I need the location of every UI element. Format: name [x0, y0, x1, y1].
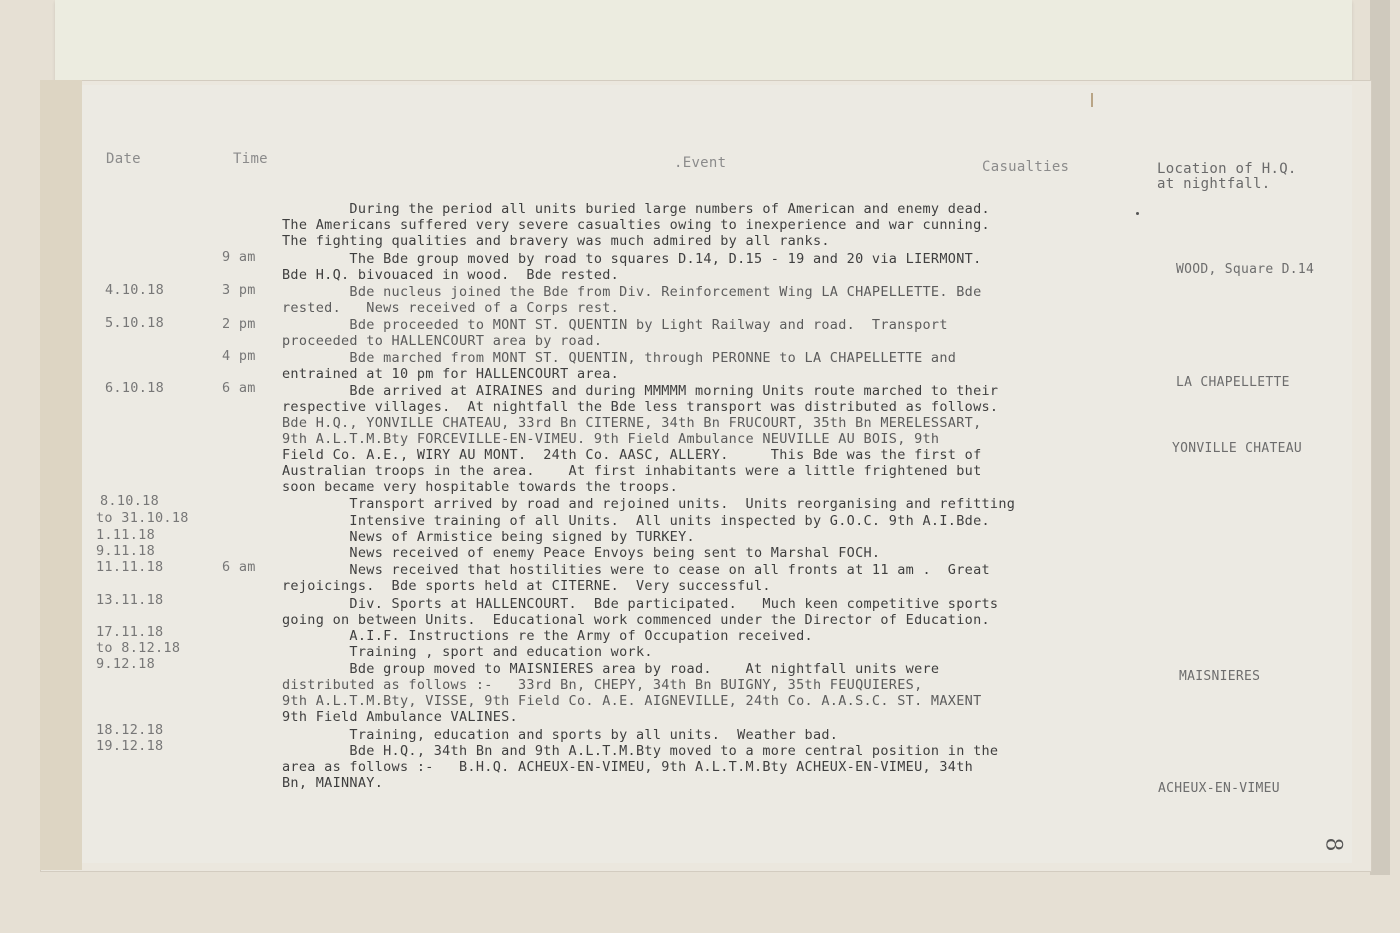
event-line: Bde nucleus joined the Bde from Div. Reinforcement Wing LA CHAPELLETTE. Bde	[282, 284, 982, 300]
event-line: The fighting qualities and bravery was much admired by all ranks.	[282, 233, 830, 249]
date-entry: 19.12.18	[96, 738, 164, 754]
event-line: Bde H.Q. bivouaced in wood. Bde rested.	[282, 267, 620, 283]
sheet-left-margin	[40, 80, 82, 870]
date-entry: 18.12.18	[96, 722, 164, 738]
time-entry: 6 am	[222, 559, 256, 575]
event-line: Transport arrived by road and rejoined units. Units reorganising and refitting	[282, 496, 1016, 512]
event-line: soon became very hospitable towards the troops.	[282, 479, 679, 495]
time-entry: 9 am	[222, 249, 256, 265]
date-entry: 9.11.18	[96, 543, 155, 559]
date-entry: 4.10.18	[105, 282, 164, 298]
date-entry: 1.11.18	[96, 527, 155, 543]
event-line: A.I.F. Instructions re the Army of Occupation received.	[282, 628, 813, 644]
header-time: Time	[233, 151, 268, 167]
time-entry: 6 am	[222, 380, 256, 396]
location-entry: ACHEUX-EN-VIMEU	[1158, 781, 1280, 796]
date-entry: 5.10.18	[105, 315, 164, 331]
date-entry: to 8.12.18	[96, 640, 181, 656]
event-line: proceeded to HALLENCOURT area by road.	[282, 333, 603, 349]
date-entry: 17.11.18	[96, 624, 164, 640]
event-line: Bn, MAINNAY.	[282, 775, 384, 791]
event-line: Intensive training of all Units. All units inspected by G.O.C. 9th A.I.Bde.	[282, 513, 990, 529]
event-line: Bde proceeded to MONT ST. QUENTIN by Light Railway and road. Transport	[282, 317, 948, 333]
event-line: respective villages. At nightfall the Bde less transport was distributed as follows.	[282, 399, 999, 415]
paper-mark	[1091, 93, 1093, 107]
event-line: rested. News received of a Corps rest.	[282, 300, 620, 316]
previous-page-overlay	[55, 0, 1352, 92]
event-line: Bde arrived at AIRAINES and during MMMMM morning Units route marched to their	[282, 383, 999, 399]
time-entry: 2 pm	[222, 316, 256, 332]
header-date: Date	[106, 151, 141, 167]
date-entry: 8.10.18	[100, 493, 159, 509]
event-line: distributed as follows :- 33rd Bn, CHEPY, 34th Bn BUIGNY, 35th FEUQUIERES,	[282, 677, 923, 693]
ink-speck	[1136, 212, 1139, 215]
date-entry: to 31.10.18	[96, 510, 189, 526]
event-line: 9th A.L.T.M.Bty, VISSE, 9th Field Co. A.E. AIGNEVILLE, 24th Co. A.A.S.C. ST. MAXENT	[282, 693, 982, 709]
header-event: .Event	[674, 155, 727, 171]
event-line: 9th A.L.T.M.Bty FORCEVILLE-EN-VIMEU. 9th Field Ambulance NEUVILLE AU BOIS, 9th	[282, 431, 940, 447]
event-line: Div. Sports at HALLENCOURT. Bde participated. Much keen competitive sports	[282, 596, 999, 612]
event-line: entrained at 10 pm for HALLENCOURT area.	[282, 366, 620, 382]
event-line: Training , sport and education work.	[282, 644, 653, 660]
event-line: rejoicings. Bde sports held at CITERNE. Very successful.	[282, 578, 771, 594]
event-line: The Americans suffered very severe casualties owing to inexperience and war cunning.	[282, 217, 990, 233]
header-location-line1: Location of H.Q.	[1157, 161, 1297, 177]
event-line: area as follows :- B.H.Q. ACHEUX-EN-VIMEU, 9th A.L.T.M.Bty ACHEUX-EN-VIMEU, 34th	[282, 759, 974, 775]
event-line: News of Armistice being signed by TURKEY.	[282, 529, 695, 545]
header-casualties: Casualties	[982, 159, 1070, 175]
date-entry: 11.11.18	[96, 559, 164, 575]
location-entry: MAISNIERES	[1179, 669, 1261, 684]
time-entry: 3 pm	[222, 282, 256, 298]
event-line: News received that hostilities were to cease on all fronts at 11 am . Great	[282, 562, 990, 578]
event-line: Bde H.Q., YONVILLE CHATEAU, 33rd Bn CITERNE, 34th Bn FRUCOURT, 35th Bn MERELESSART,	[282, 415, 982, 431]
event-line: News received of enemy Peace Envoys being sent to Marshal FOCH.	[282, 545, 881, 561]
event-line: During the period all units buried large numbers of American and enemy dead.	[282, 201, 990, 217]
date-entry: 13.11.18	[96, 592, 164, 608]
event-line: going on between Units. Educational work commenced under the Director of Education.	[282, 612, 990, 628]
location-entry: YONVILLE CHATEAU	[1172, 441, 1303, 456]
event-line: Training, education and sports by all units. Weather bad.	[282, 727, 839, 743]
page-number: 8	[1320, 837, 1346, 852]
location-entry: WOOD, Square D.14	[1176, 262, 1315, 277]
time-entry: 4 pm	[222, 348, 256, 364]
event-line: Bde H.Q., 34th Bn and 9th A.L.T.M.Bty moved to a more central position in the	[282, 743, 999, 759]
event-line: Bde marched from MONT ST. QUENTIN, through PERONNE to LA CHAPELLETTE and	[282, 350, 957, 366]
date-entry: 9.12.18	[96, 656, 155, 672]
page-stack-edge	[1370, 0, 1390, 875]
event-line: Field Co. A.E., WIRY AU MONT. 24th Co. AASC, ALLERY. This Bde was the first of	[282, 447, 982, 463]
event-line: The Bde group moved by road to squares D.14, D.15 - 19 and 20 via LIERMONT.	[282, 251, 982, 267]
location-entry: LA CHAPELLETTE	[1176, 375, 1290, 390]
event-line: 9th Field Ambulance VALINES.	[282, 709, 518, 725]
event-line: Bde group moved to MAISNIERES area by road. At nightfall units were	[282, 661, 940, 677]
date-entry: 6.10.18	[105, 380, 164, 396]
event-line: Australian troops in the area. At first inhabitants were a little frightened but	[282, 463, 982, 479]
header-location-line2: at nightfall.	[1157, 176, 1271, 192]
